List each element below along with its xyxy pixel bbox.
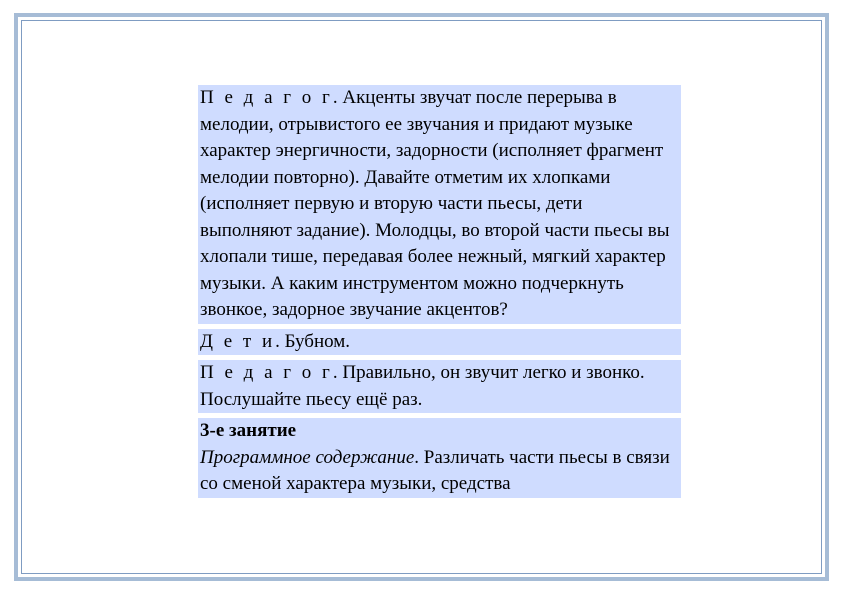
speaker-teacher: П е д а г о г bbox=[200, 87, 333, 108]
paragraph-teacher-2 bbox=[198, 360, 681, 413]
lesson-text: . Различать части пьесы в связи со сменой характера музыки, средства bbox=[200, 446, 670, 494]
paragraph-children bbox=[198, 329, 681, 356]
paragraph-text: . Правильно, он звучит легко и звонко. Послушайте пьесу ещё раз. bbox=[200, 362, 645, 410]
paragraph-text: . Бубном. bbox=[275, 330, 351, 352]
document-text bbox=[198, 85, 681, 498]
lesson-heading: 3-е занятие bbox=[200, 420, 297, 441]
lesson-label: Программное содержание bbox=[200, 446, 415, 468]
speaker-children: Д е т и bbox=[200, 330, 276, 352]
speaker-teacher: П е д а г о г bbox=[200, 362, 333, 383]
lesson-content bbox=[200, 445, 678, 498]
paragraph-teacher-1 bbox=[198, 85, 681, 324]
paragraph-text: . Акценты звучат после перерыва в мелодии, отрывистого ее звучания и придают музыке характер энергичности, задорности (исполняет фрагмент мелодии повторно). Давайте отметим их хлопками (исполняет первую и вторую части пьесы, дети выполняют задание). Молодцы, во второй части пьесы вы хлопали тише, передавая более нежный, мягкий характер музыки. А каким инструментом можно подчеркнуть звонкое, задорное звучание акцентов? bbox=[200, 87, 670, 320]
lesson-section bbox=[198, 418, 681, 498]
